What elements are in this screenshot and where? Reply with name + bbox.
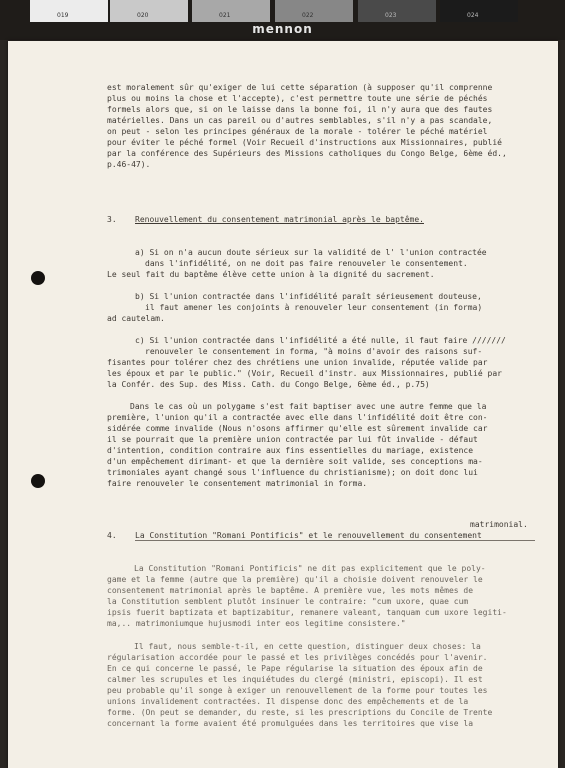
swatch-frame-number: 019: [57, 12, 69, 19]
section-4-para2-line: unions invalidement contractées. Il dispense donc des empêchements et de la: [107, 697, 469, 706]
intro-line: pour éviter le péché formel (Voir Recueil d'instructions aux Missionnaires, publié: [107, 138, 502, 147]
section-3-a-line: a) Si on n'a aucun doute sérieux sur la validité de l' l'union contractée: [135, 248, 487, 257]
color-swatch: [30, 0, 108, 22]
section-4-para2-line: forme. (On peut se demander, du reste, si les prescriptions du Concile de Trente: [107, 708, 493, 717]
section-3-a-line: Le seul fait du baptême élève cette union à la dignité du sacrement.: [107, 270, 435, 279]
section-3-c-line: les époux et par le public." (Voir, Recueil d'instr. aux Missionnaires, publié par: [107, 369, 502, 378]
color-swatch: [192, 0, 270, 22]
color-swatch: [440, 0, 518, 22]
swatch-frame-number: 020: [137, 12, 149, 19]
intro-line: p.46-47).: [107, 160, 151, 169]
polygamy-line: trimoniales ayant changé sous l'influence du christianisme); on doit donc lui: [107, 468, 478, 477]
section-4-para2-line: peu probable qu'il songe à exiger un renouvellement de la forme pour toutes les: [107, 686, 488, 695]
page-text: [8, 41, 558, 768]
swatch-frame-number: 022: [302, 12, 314, 19]
polygamy-line: faire renouveler le consentement matrimonial in forma.: [107, 479, 368, 488]
color-swatch: [275, 0, 353, 22]
section-4-title-underline: [135, 540, 535, 541]
polygamy-line: première, l'union qu'il a contractée avec elle dans l'infidélité doit être con-: [107, 413, 488, 422]
section-3-c-line: renouveler le consentement in forma, "à moins d'avoir des raisons suf-: [145, 347, 483, 356]
polygamy-line: d'un empêchement dirimant- et que la dernière soit valide, ses conceptions ma-: [107, 457, 483, 466]
intro-line: matérielles. Dans un cas pareil ou d'autres semblables, s'il n'y a pas scandale,: [107, 116, 493, 125]
section-4-number: 4.: [107, 531, 117, 540]
swatch-frame-number: 024: [467, 12, 479, 19]
section-4-para1-line: La Constitution "Romani Pontificis" ne dit pas explicitement que le poly-: [134, 564, 486, 573]
section-4-title: La Constitution "Romani Pontificis" et le renouvellement du consentement: [135, 531, 482, 540]
polygamy-line: Dans le cas où un polygame s'est fait baptiser avec une autre femme que la: [130, 402, 487, 411]
section-3-c-line: fisantes pour tolérer chez des chrétiens une union invalide, réputée valide par: [107, 358, 488, 367]
section-4-para2-line: calmer les scrupules et les inquiétudes du clergé (ministri, episcopi). Il est: [107, 675, 483, 684]
section-3-c-line: la Confér. des Sup. des Miss. Cath. du Congo Belge, 6ème éd., p.75): [107, 380, 430, 389]
polygamy-line: il se pourrait que la première union contractée par lui fût invalide - défaut: [107, 435, 478, 444]
section-4-para2-line: régularisation accordée pour le passé et les privilèges concédés pour l'avenir.: [107, 653, 488, 662]
section-3-b-line: il faut amener les conjoints à renouveler leur consentement (in forma): [145, 303, 483, 312]
section-4-para1-line: game et la femme (autre que la première) qu'il a choisie doivent renouveler le: [107, 575, 483, 584]
section-3-title: Renouvellement du consentement matrimonial après le baptême.: [135, 215, 424, 224]
section-3-a-line: dans l'infidélité, on ne doit pas faire renouveler le consentement.: [145, 259, 468, 268]
section-4-para1-line: consentement matrimonial après le baptême. A première vue, les mots mêmes de: [107, 586, 474, 595]
section-3-c-line: c) Si l'union contractée dans l'infidélité a été nulle, il faut faire ///////: [135, 336, 506, 345]
section-4-para1-line: ipsis fuerit baptizata et baptizabitur, remanere valeant, tanquam cum uxore legiti-: [107, 608, 507, 617]
film-brand-label: mennon: [252, 22, 313, 36]
polygamy-line: sidérée comme invalide (Nous n'osons affirmer qu'elle est sûrement invalide car: [107, 424, 488, 433]
polygamy-line: d'intention, condition contraire aux fins essentielles du mariage, existence: [107, 446, 474, 455]
section-4-para1-line: ma,.. matrimoniumque hujusmodi inter eos legitime consistere.": [107, 619, 406, 628]
section-4-para2-line: En ce qui concerne le passé, le Pape régularise la situation des époux afin de: [107, 664, 483, 673]
swatch-frame-number: 023: [385, 12, 397, 19]
section-3-b-line: b) Si l'union contractée dans l'infidélité paraît sérieusement douteuse,: [135, 292, 482, 301]
intro-line: formels alors que, si on le laisse dans la bonne foi, il n'y aura que des fautes: [107, 105, 493, 114]
intro-line: est moralement sûr qu'exiger de lui cette séparation (à supposer qu'il comprenne: [107, 83, 493, 92]
section-4-title-overflow: matrimonial.: [470, 520, 528, 529]
section-3-b-line: ad cautelam.: [107, 314, 165, 323]
section-4-para1-line: la Constitution semblent plutôt insinuer le contraire: "cum uxore, quae cum: [107, 597, 469, 606]
section-4-para2-line: concernant la forme avaient été promulguées dans les territoires que vise la: [107, 719, 474, 728]
section-4-para2-line: Il faut, nous semble-t-il, en cette question, distinguer deux choses: la: [134, 642, 481, 651]
intro-line: on peut - selon les principes généraux de la morale - tolérer le péché matériel: [107, 127, 488, 136]
intro-line: par la conférence des Supérieurs des Missions catholiques du Congo Belge, 6ème éd.,: [107, 149, 507, 158]
color-swatch: [358, 0, 436, 22]
intro-line: plus ou moins la chose et l'accepte), c'est permettre toute une série de péchés: [107, 94, 488, 103]
swatch-frame-number: 021: [219, 12, 231, 19]
document-page: [8, 41, 558, 768]
color-swatch: [110, 0, 188, 22]
section-3-number: 3.: [107, 215, 117, 224]
